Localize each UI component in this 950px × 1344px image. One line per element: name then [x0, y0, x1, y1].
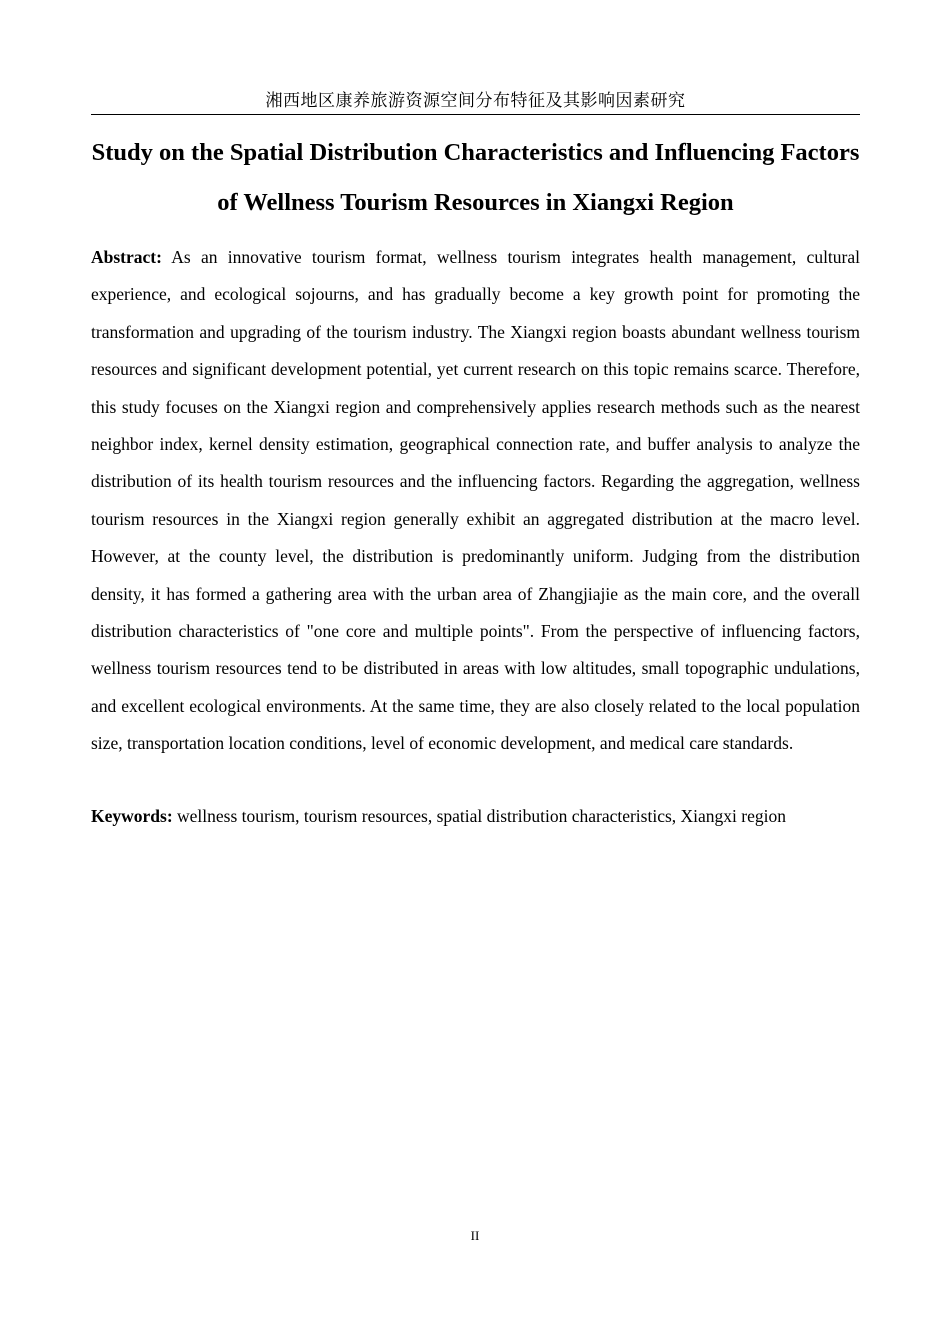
abstract-paragraph	[91, 239, 860, 763]
keywords-paragraph	[91, 798, 860, 835]
abstract-label: Abstract:	[91, 247, 162, 267]
running-header: 湘西地区康养旅游资源空间分布特征及其影响因素研究	[91, 90, 860, 115]
paper-title: Study on the Spatial Distribution Characteristics and Influencing Factors of Wellness Tourism Resources in Xiangxi Region	[91, 139, 860, 216]
keywords-label: Keywords:	[91, 806, 173, 826]
page-number: II	[470, 1228, 480, 1243]
abstract-text: As an innovative tourism format, wellness tourism integrates health management, cultural experience, and ecological sojourns, and has gradually become a key growth point for promoting the transformation and upgrading of the tourism industry. The Xiangxi region boasts abundant wellness tourism resources and significant development potential, yet current research on this topic remains scarce. Therefore, this study focuses on the Xiangxi region and comprehensively applies research methods such as the nearest neighbor index, kernel density estimation, geographical connection rate, and buffer analysis to analyze the distribution of its health tourism resources and the influencing factors. Regarding the aggregation, wellness tourism resources in the Xiangxi region generally exhibit an aggregated distribution at the macro level. However, at the county level, the distribution is predominantly uniform. Judging from the distribution density, it has formed a gathering area with the urban area of Zhangjiajie as the main core, and the overall distribution characteristics of "one core and multiple points". From the perspective of influencing factors, wellness tourism resources tend to be distributed in areas with low altitudes, small topographic undulations, and excellent ecological environments. At the same time, they are also closely related to the local population size, transportation location conditions, level of economic development, and medical care standards.	[91, 247, 860, 754]
keywords-text: wellness tourism, tourism resources, spatial distribution characteristics, Xiangxi region	[177, 806, 786, 826]
